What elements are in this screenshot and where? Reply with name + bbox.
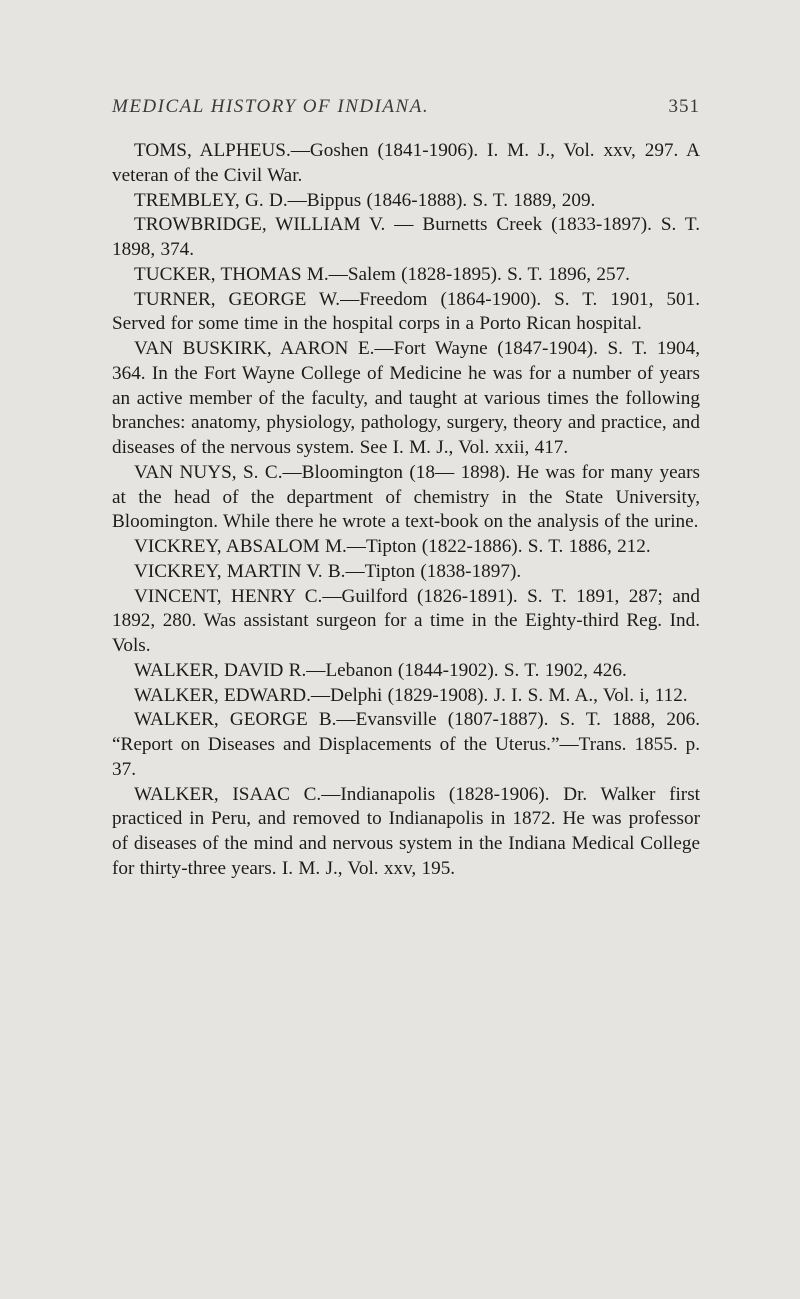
entry-vickrey-martin: VICKREY, MARTIN V. B.—Tipton (1838-1897). xyxy=(134,560,522,582)
entry-vickrey-absalom: VICKREY, ABSALOM M.—Tipton (1822-1886). S. T. 1886, 212. xyxy=(134,536,651,557)
entry-toms-alpheus: TOMS, ALPHEUS.—Goshen (1841-1906). I. M. J., Vol. xxv, 297. A veteran of the Civil War. xyxy=(112,140,700,186)
entry-tucker-thomas: TUCKER, THOMAS M.—Salem (1828-1895). S. T. 1896, 257. xyxy=(134,263,630,285)
entry-van-buskirk-aaron: VAN BUSKIRK, AARON E.—Fort Wayne (1847-1904). S. T. 1904, 364. In the Fort Wayne College of Medicine he was for a number of years an active member of the faculty, and taught at various times the following branches: anatomy, physiology, pathology, surgery, theory and practice, and diseases of the nervous system. See I. M. J., Vol. xxii, 417. xyxy=(112,338,700,458)
entry-trowbridge-william: TROWBRIDGE, WILLIAM V. — Burnetts Creek (1833-1897). S. T. 1898, 374. xyxy=(112,214,700,260)
running-head-title: MEDICAL HISTORY OF INDIANA. xyxy=(112,96,430,117)
entry-walker-david: WALKER, DAVID R.—Lebanon (1844-1902). S. T. 1902, 426. xyxy=(134,659,627,681)
entry-van-nuys-s-c: VAN NUYS, S. C.—Bloomington (18— 1898). He was for many years at the head of the department of chemistry in the State University, Bloomington. While there he wrote a text-book on the analysis of the urine. xyxy=(112,461,700,533)
running-head xyxy=(112,96,700,126)
entry-turner-george: TURNER, GEORGE W.—Freedom (1864-1900). S. T. 1901, 501. Served for some time in the hospital corps in a Porto Rican hospital. xyxy=(112,288,700,335)
entry-walker-isaac: WALKER, ISAAC C.—Indianapolis (1828-1906). Dr. Walker first practiced in Peru, and removed to Indianapolis in 1872. He was professor of diseases of the mind and nervous system in the Indiana Medical College for thirty-three years. I. M. J., Vol. xxv, 195. xyxy=(112,783,700,879)
entry-walker-edward: WALKER, EDWARD.—Delphi (1829-1908). J. I. S. M. A., Vol. i, 112. xyxy=(134,684,688,706)
entry-list xyxy=(112,139,700,882)
page-number: 351 xyxy=(668,96,700,117)
entry-trembley-g-d: TREMBLEY, G. D.—Bippus (1846-1888). S. T. 1889, 209. xyxy=(134,189,596,211)
entry-walker-george: WALKER, GEORGE B.—Evansville (1807-1887). S. T. 1888, 206. “Report on Diseases and Displacements of the Uterus.”—Trans. 1855. p. 37. xyxy=(112,709,700,780)
entry-vincent-henry: VINCENT, HENRY C.—Guilford (1826-1891). S. T. 1891, 287; and 1892, 280. Was assistant surgeon for a time in the Eighty-third Reg. Ind. Vols. xyxy=(112,585,700,656)
